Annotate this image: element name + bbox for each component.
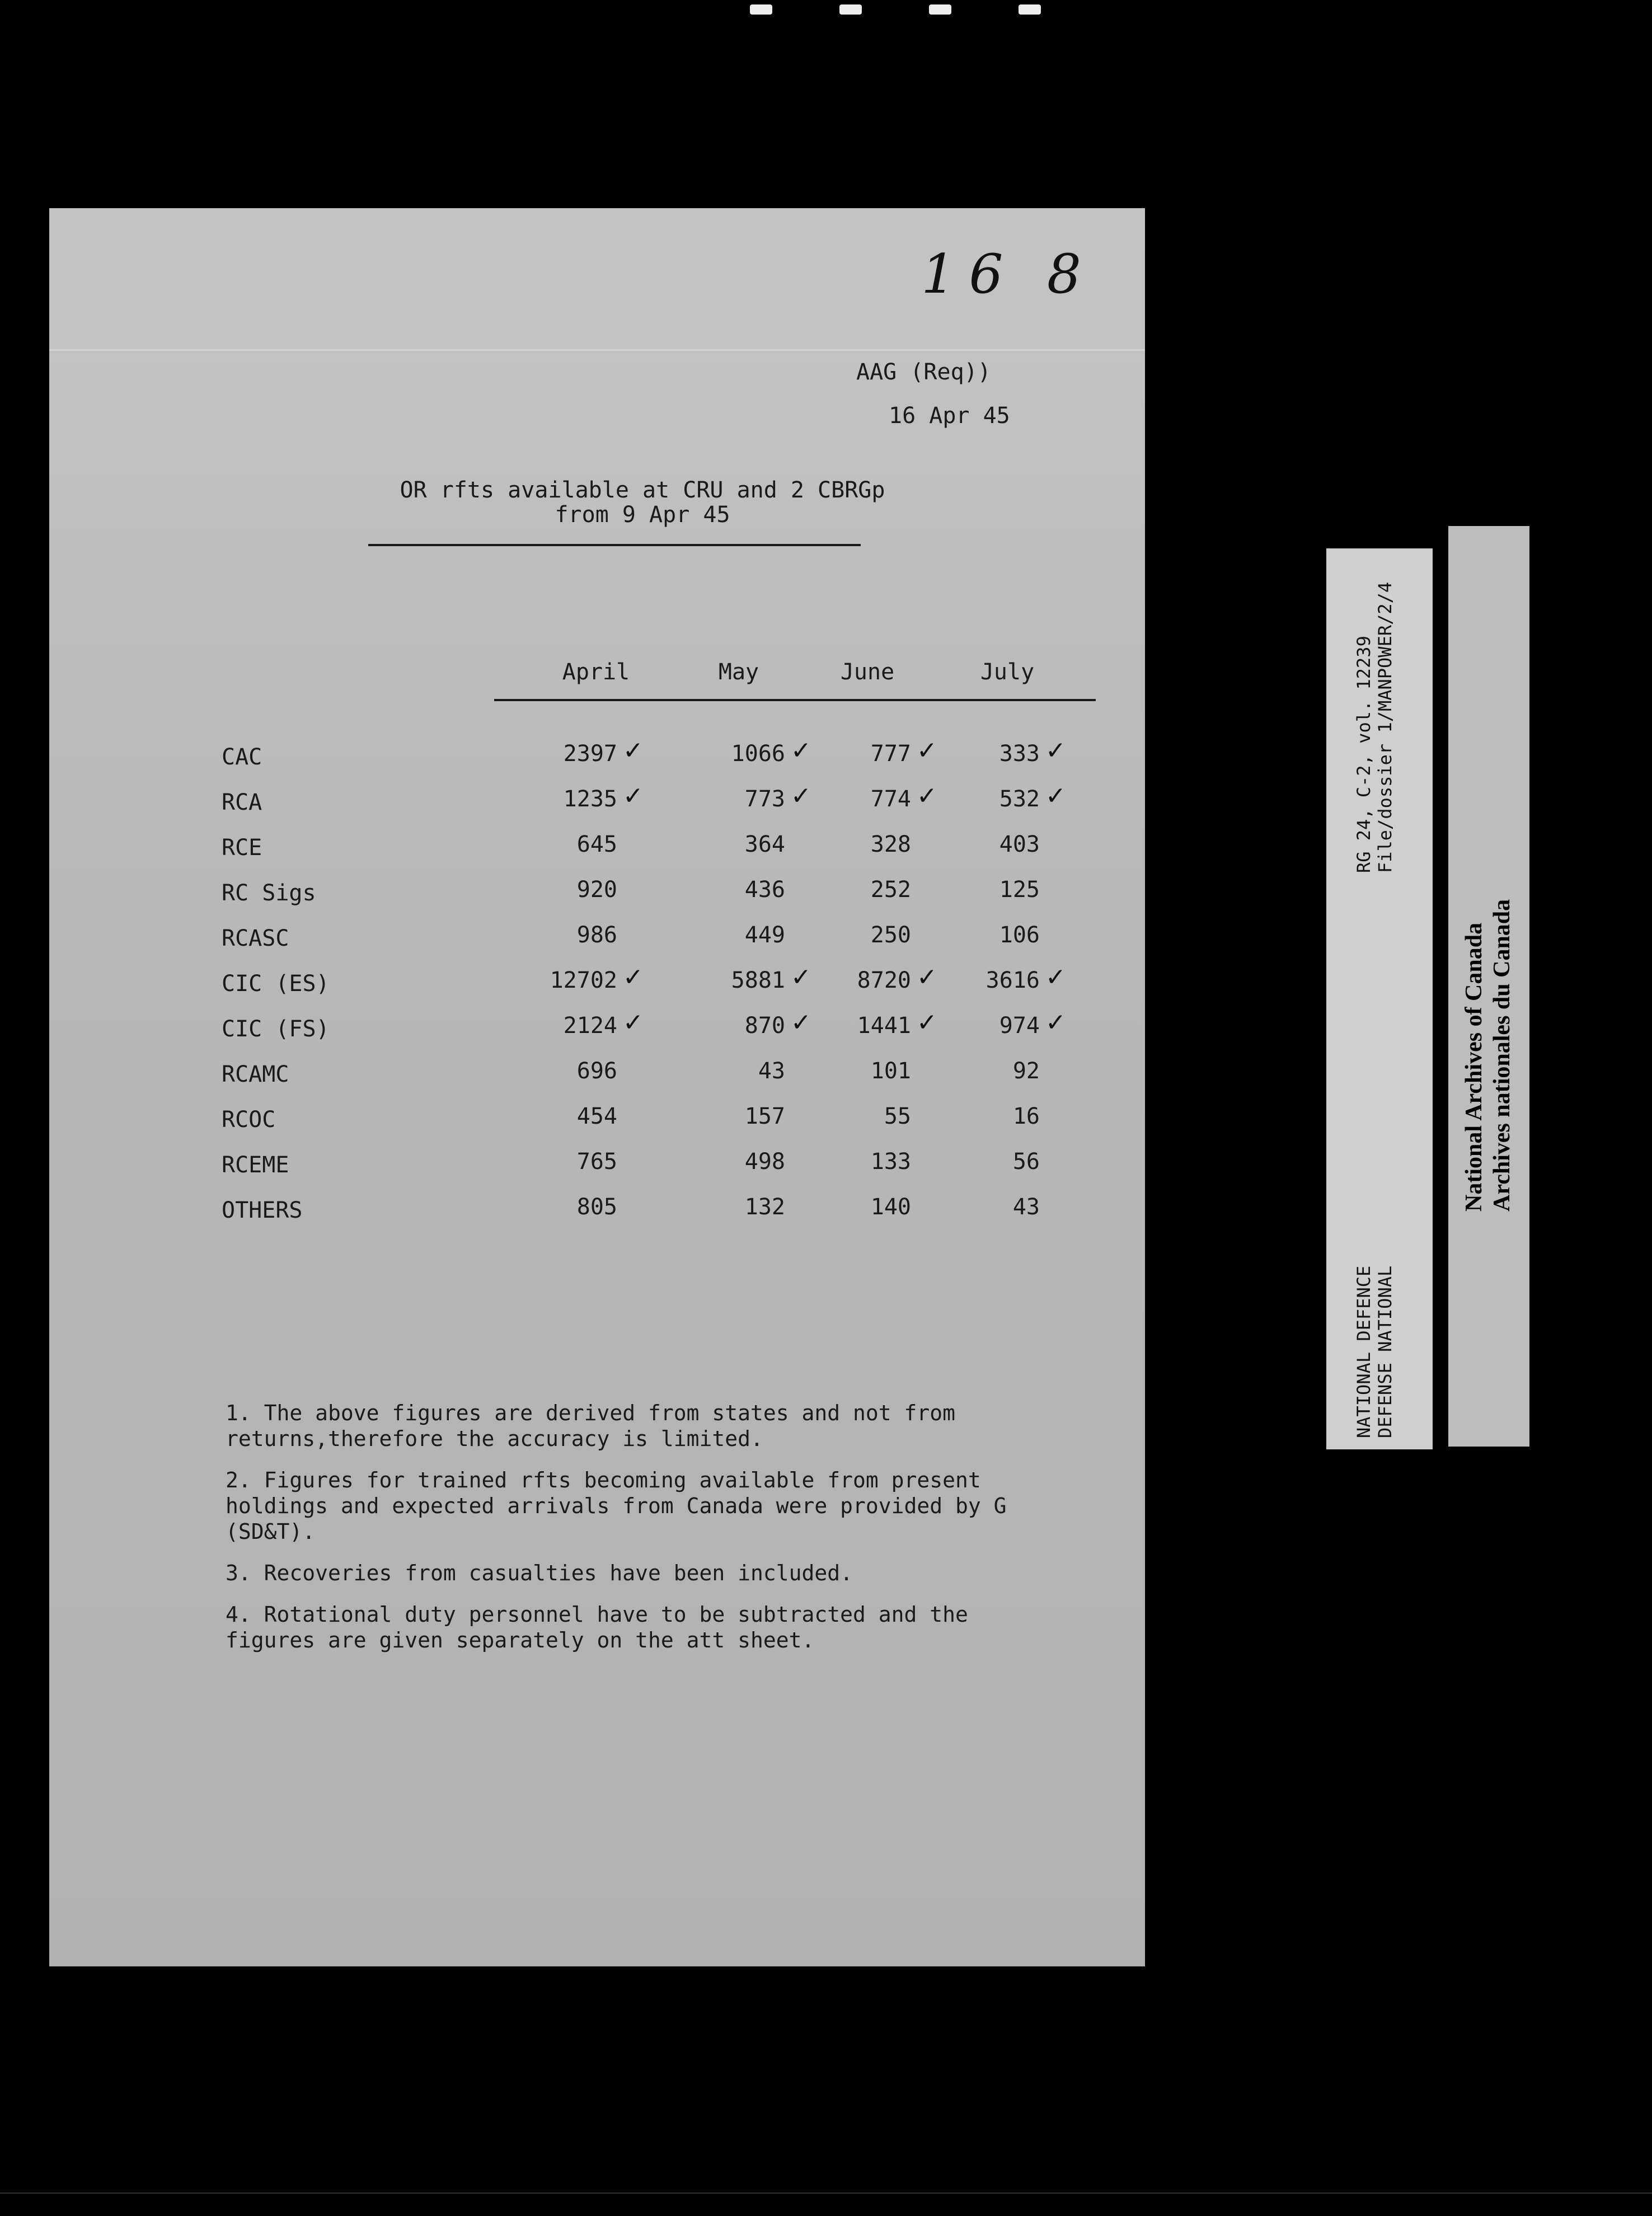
row-label: RCE — [222, 835, 262, 861]
check-mark-icon: ✓ — [623, 736, 644, 765]
film-bottom-line — [0, 2192, 1652, 2194]
row-label: CIC (ES) — [222, 971, 330, 997]
stamp-reference-file: File/dossier 1/MANPOWER/2/4 — [1374, 581, 1396, 873]
table-cell: 364 — [744, 832, 785, 857]
table-cell: 696 — [576, 1058, 617, 1084]
table-cell: 132 — [744, 1194, 785, 1220]
table-cell: 436 — [744, 877, 785, 903]
notes-section — [226, 1400, 1043, 1669]
row-label: CIC (FS) — [222, 1016, 330, 1042]
archive-name-english: National Archives of Canada — [1461, 922, 1487, 1212]
table-cell: 449 — [744, 922, 785, 948]
row-label: RCOC — [222, 1107, 276, 1133]
table-cell: 403 — [999, 832, 1040, 857]
note-3: 3. Recoveries from casualties have been included. — [226, 1561, 853, 1585]
archive-name-french: Archives nationales du Canada — [1489, 899, 1515, 1212]
table-cell: 43 — [758, 1058, 785, 1084]
check-mark-icon: ✓ — [791, 782, 811, 810]
table-cell: 498 — [744, 1149, 785, 1175]
table-cell: 532 — [999, 786, 1040, 812]
table-cell: 43 — [1012, 1194, 1040, 1220]
title-line-2: from 9 Apr 45 — [555, 502, 730, 528]
column-header-july: July — [980, 659, 1035, 685]
table-cell: 2397 — [563, 741, 617, 767]
film-perforation-marks — [739, 0, 1097, 22]
row-label: RCA — [222, 790, 262, 815]
table-cell: 140 — [870, 1194, 911, 1220]
table-cell: 92 — [1012, 1058, 1040, 1084]
check-mark-icon: ✓ — [917, 782, 937, 810]
table-cell: 56 — [1012, 1149, 1040, 1175]
film-mark — [839, 4, 862, 15]
check-mark-icon: ✓ — [791, 963, 811, 992]
table-cell: 16 — [1012, 1104, 1040, 1129]
film-mark — [750, 4, 772, 15]
title-underline — [368, 544, 861, 546]
table-cell: 645 — [576, 832, 617, 857]
film-mark — [1019, 4, 1041, 15]
table-cell: 773 — [744, 786, 785, 812]
check-mark-icon: ✓ — [623, 1008, 644, 1037]
note-4: 4. Rotational duty personnel have to be subtracted and the figures are given separately on the att sheet. — [226, 1602, 968, 1652]
table-cell: 101 — [870, 1058, 911, 1084]
row-label: OTHERS — [222, 1198, 303, 1223]
table-cell: 125 — [999, 877, 1040, 903]
note-1: 1. The above figures are derived from states and not from returns,therefore the accuracy is limited. — [226, 1401, 956, 1451]
column-header-may: May — [718, 659, 759, 685]
table-cell: 774 — [870, 786, 911, 812]
document-title — [365, 478, 919, 527]
stamp-department-english: NATIONAL DEFENCE — [1353, 1265, 1374, 1438]
check-mark-icon: ✓ — [917, 736, 937, 765]
table-cell: 55 — [884, 1104, 911, 1129]
table-cell: 777 — [870, 741, 911, 767]
table-cell: 8720 — [857, 968, 911, 993]
table-cell: 106 — [999, 922, 1040, 948]
table-cell: 133 — [870, 1149, 911, 1175]
header-rule — [494, 699, 1096, 701]
check-mark-icon: ✓ — [1045, 1008, 1066, 1037]
table-cell: 920 — [576, 877, 617, 903]
table-cell: 250 — [870, 922, 911, 948]
table-cell: 974 — [999, 1013, 1040, 1039]
column-header-june: June — [840, 659, 895, 685]
stamp-department-french: DEFENSE NATIONAL — [1374, 1265, 1396, 1438]
note-2: 2. Figures for trained rfts becoming available from present holdings and expected arrivals from Canada were provided by G (SD&T). — [226, 1468, 1007, 1544]
table-cell: 5881 — [731, 968, 785, 993]
table-cell: 454 — [576, 1104, 617, 1129]
check-mark-icon: ✓ — [623, 782, 644, 810]
check-mark-icon: ✓ — [623, 963, 644, 992]
table-cell: 1066 — [731, 741, 785, 767]
title-line-1: OR rfts available at CRU and 2 CBRGp — [400, 477, 885, 503]
check-mark-icon: ✓ — [1045, 736, 1066, 765]
table-cell: 3616 — [985, 968, 1040, 993]
table-cell: 1235 — [563, 786, 617, 812]
archive-label — [1448, 526, 1529, 1447]
table-cell: 986 — [576, 922, 617, 948]
row-label: CAC — [222, 744, 262, 770]
table-cell: 333 — [999, 741, 1040, 767]
table-cell: 157 — [744, 1104, 785, 1129]
check-mark-icon: ✓ — [1045, 963, 1066, 992]
table-cell: 2124 — [563, 1013, 617, 1039]
check-mark-icon: ✓ — [791, 736, 811, 765]
handwritten-page-number: 16 8 — [921, 243, 1095, 306]
check-mark-icon: ✓ — [1045, 782, 1066, 810]
film-mark — [929, 4, 951, 15]
table-cell: 765 — [576, 1149, 617, 1175]
check-mark-icon: ✓ — [917, 1008, 937, 1037]
row-label: RC Sigs — [222, 880, 316, 906]
document-page — [49, 208, 1145, 1966]
table-cell: 1441 — [857, 1013, 911, 1039]
table-cell: 870 — [744, 1013, 785, 1039]
archive-reference-stamp — [1326, 548, 1433, 1449]
table-cell: 805 — [576, 1194, 617, 1220]
row-label: RCAMC — [222, 1062, 289, 1087]
document-date: 16 Apr 45 — [889, 403, 1010, 429]
table-cell: 328 — [870, 832, 911, 857]
stamp-reference-volume: RG 24, C-2, vol. 12239 — [1353, 636, 1374, 873]
table-cell: 252 — [870, 877, 911, 903]
row-label: RCEME — [222, 1152, 289, 1178]
addressee: AAG (Req)) — [856, 359, 991, 385]
page-crease — [49, 349, 1145, 351]
check-mark-icon: ✓ — [917, 963, 937, 992]
table-cell: 12702 — [550, 968, 617, 993]
column-header-april: April — [562, 659, 630, 685]
row-label: RCASC — [222, 926, 289, 951]
check-mark-icon: ✓ — [791, 1008, 811, 1037]
